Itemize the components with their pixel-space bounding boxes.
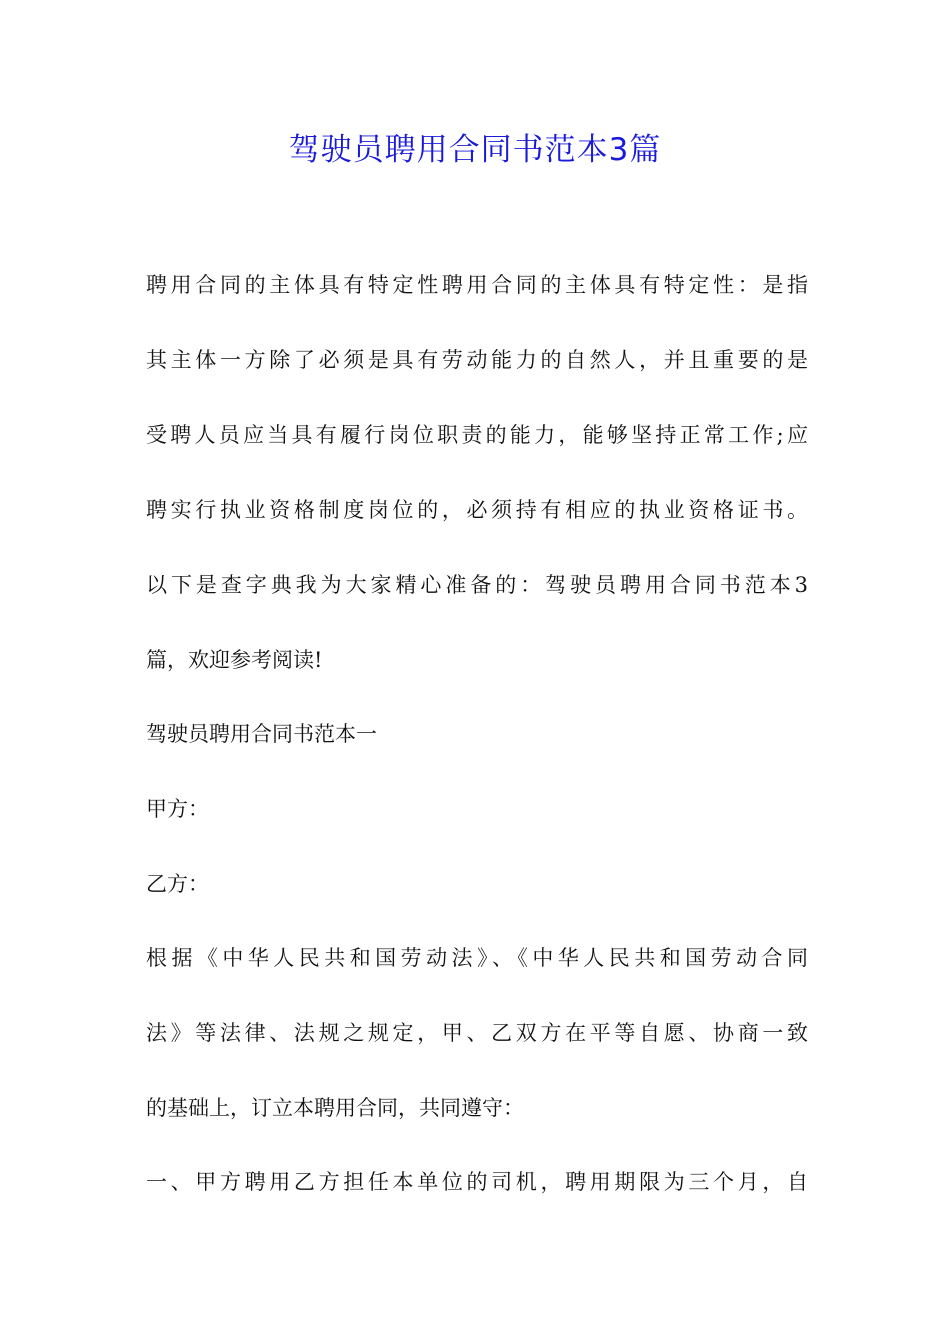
document-title: 驾驶员聘用合同书范本3篇 <box>288 132 662 168</box>
paragraph-line: 受聘人员应当具有履行岗位职责的能力，能够坚持正常工作;应 <box>146 423 808 447</box>
paragraph-line: 篇，欢迎参考阅读! <box>146 648 323 672</box>
paragraph-line: 根据《中华人民共和国劳动法》、《中华人民共和国劳动合同 <box>146 946 808 970</box>
party-b-label: 乙方： <box>146 872 209 896</box>
paragraph-line: 的基础上，订立本聘用合同，共同遵守： <box>146 1096 524 1120</box>
paragraph-line: 以下是查字典我为大家精心准备的：驾驶员聘用合同书范本3 <box>146 573 808 597</box>
party-a-label: 甲方： <box>146 797 209 821</box>
section-heading: 驾驶员聘用合同书范本一 <box>146 722 377 746</box>
paragraph-line: 聘实行执业资格制度岗位的，必须持有相应的执业资格证书。 <box>146 498 808 522</box>
paragraph-line: 法》等法律、法规之规定，甲、乙双方在平等自愿、协商一致 <box>146 1021 808 1045</box>
paragraph-line: 其主体一方除了必须是具有劳动能力的自然人，并且重要的是 <box>146 348 808 372</box>
paragraph-line: 聘用合同的主体具有特定性聘用合同的主体具有特定性：是指 <box>146 273 808 297</box>
paragraph-line: 一、甲方聘用乙方担任本单位的司机，聘用期限为三个月，自 <box>146 1170 808 1194</box>
